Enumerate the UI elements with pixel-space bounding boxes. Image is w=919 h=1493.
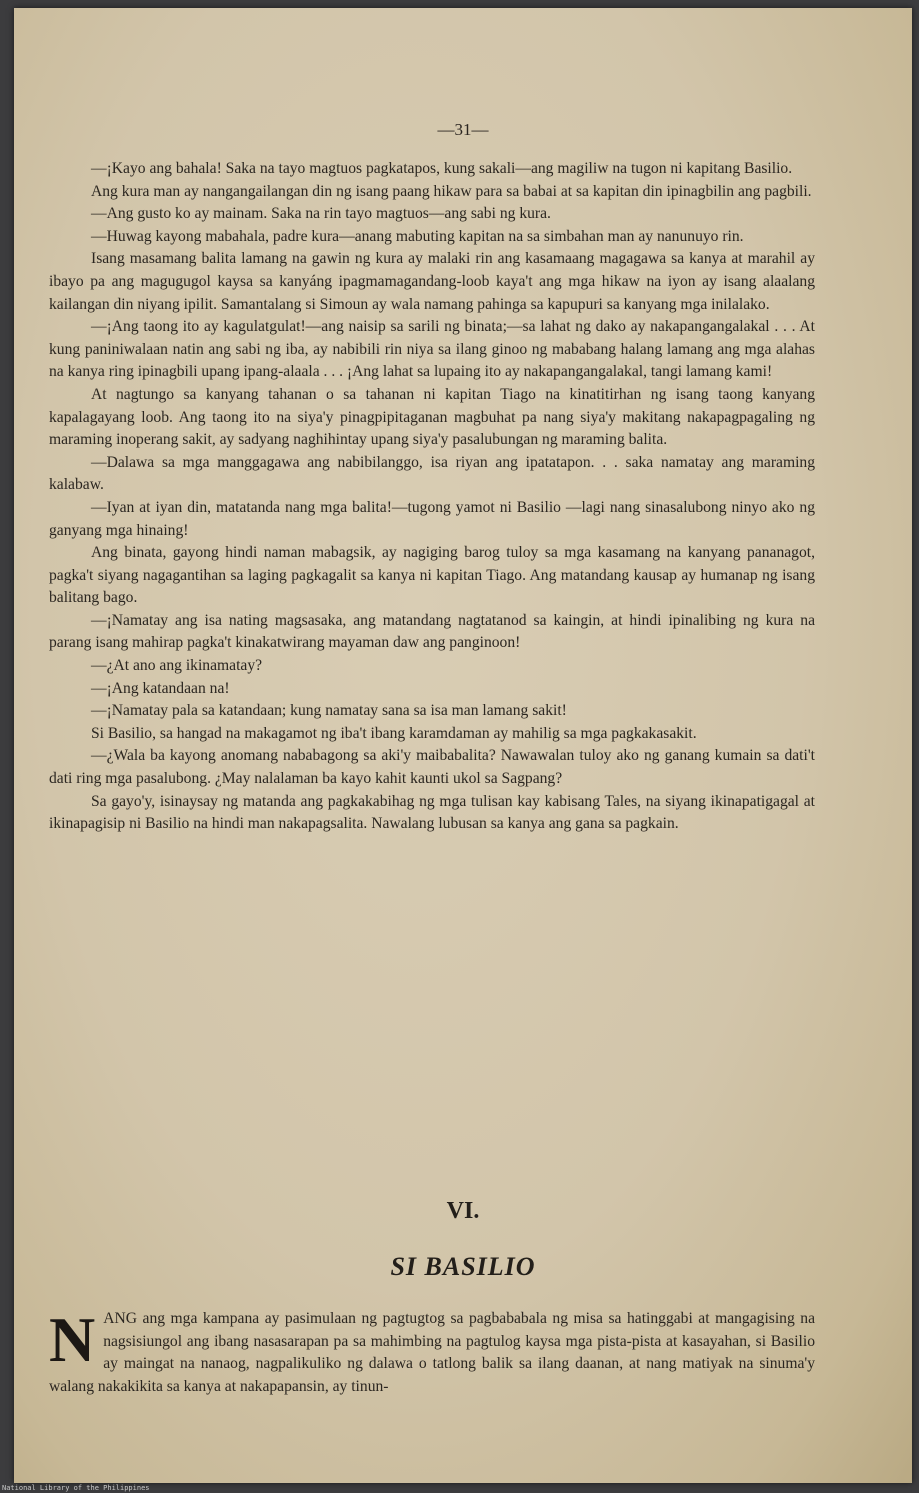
paragraph: —¿Wala ba kayong anomang nababagong sa aki'y maibabalita? Nawawalan tuloy ako ng ganang kumain sa dati't dati ring mga pasalubong. ¿May nalalaman ba kayo kahit kaunti ukol sa Sagpang?	[49, 747, 815, 788]
paragraph: At nagtungo sa kanyang tahanan o sa tahanan ni kapitan Tiago na kinatitirhan ng isang taong kanyang kapalagayang loob. Ang taong ito na siya'y pinagpipitaganan magbuhat pa nang siya'y makitang nakapagpagaling ng maraming inoperang sakit, ay sadyang naghihintay upang siya'y pasalubungan ng maraming balita.	[49, 385, 815, 449]
paragraph: Si Basilio, sa hangad na makagamot ng iba't ibang karamdaman ay mahilig sa mga pagkakasakit.	[91, 724, 697, 742]
chapter-title: SI BASILIO	[390, 1252, 536, 1281]
paragraph: —¡Ang katandaan na!	[91, 679, 230, 697]
paragraph: —Ang gusto ko ay mainam. Saka na rin tayo magtuos—ang sabi ng kura.	[91, 205, 551, 223]
paragraph: —Dalawa sa mga manggagawa ang nabibilanggo, isa riyan ang ipatatapon. . . saka namatay ang maraming kalabaw.	[49, 453, 815, 494]
drop-cap: N	[49, 1304, 96, 1375]
chapter-opening-text: ANG ang mga kampana ay pasimulaan ng pagtugtog sa pagbababala ng misa sa hatinggabi at mangagising na nagsisiungol ang ibang nasasarapan pa sa mahimbing na pagtulog kaysa mga pista-pista at kasayahan, si Basilio ay maingat na nanaog, nagpalikuliko ng dalawa o tatlong balik sa ilang daanan, at nang matiyak na sinuma'y walang nakakikita sa kanya at nakapapansin, ay tinun-	[49, 1310, 815, 1395]
paragraph: —¡Kayo ang bahala! Saka na tayo magtuos pagkatapos, kung sakali—ang magiliw na tugon ni kapitang Basilio.	[91, 160, 793, 177]
page-number: —31—	[437, 120, 489, 139]
paragraph: Isang masamang balita lamang na gawin ng kura ay malaki rin ang kasamaang magagawa sa kanya at marahil ay ibayo pa ang magugugol kaysa sa kanyáng ipagmamagandang-loob kaya't ang mga hikaw na iyon ay isang alaalang kailangan din niyang ipilit. Samantalang si Simoun ay wala namang pahinga sa kapupuri sa kanyang mga inilalako.	[49, 250, 815, 313]
paragraph: —¿At ano ang ikinamatay?	[91, 657, 263, 675]
paragraph: —Iyan at iyan din, matatanda nang mga balita!—tugong yamot ni Basilio —lagi nang sinasalubong ninyo ako ng ganyang mga hinaing!	[49, 498, 815, 539]
library-credit: National Library of the Philippines	[2, 1484, 150, 1492]
book-page	[14, 8, 912, 1483]
paragraph: Sa gayo'y, isinaysay ng matanda ang pagkakabihag ng mga tulisan kay kabisang Tales, na siyang ikinapatigagal at ikinapagisip ni Basilio na hindi man nakapagsalita. Nawalang lubusan sa kanya ang gana sa pagkain.	[49, 792, 815, 833]
body-text	[49, 158, 815, 836]
chapter-opening	[49, 1304, 815, 1398]
paragraph: —¡Namatay pala sa katandaan; kung namatay sana sa isa man lamang sakit!	[91, 702, 567, 720]
chapter-number: VI.	[446, 1198, 480, 1224]
paragraph: —Huwag kayong mabahala, padre kura—anang mabuting kapitan na sa simbahan man ay nanunuyo rin.	[91, 227, 744, 245]
paragraph: —¡Ang taong ito ay kagulatgulat!—ang naisip sa sarili ng binata;—sa lahat ng dako ay nakapangangalakal . . . At kung paniniwalaan natin ang sabi ng iba, ay nabibili rin niya sa ilang ginoo ng mababang halang lamang ang mga alahas na kanya ring ipinagbili upang ipang-alaala . . . ¡Ang lahat sa lupaing ito ay nakapangangalakal, tangi lamang kami!	[49, 318, 815, 381]
paragraph: —¡Namatay ang isa nating magsasaka, ang matandang nagtatanod sa kaingin, at hindi ipinalibing ng kura na parang isang mahirap pagka't kinakatwirang mayaman daw ang panginoon!	[49, 611, 815, 652]
paragraph: Ang binata, gayong hindi naman mabagsik, ay nagiging barog tuloy sa mga kasamang na kanyang pananagot, pagka't siyang nagagantihan sa laging pagkagalit sa kanya ni kapitan Tiago. Ang matandang kausap ay humanap ng isang balitang bago.	[49, 544, 815, 607]
paragraph: Ang kura man ay nangangailangan din ng isang paang hikaw para sa babai at sa kapitan din ipinagbilin ang pagbili.	[91, 182, 812, 200]
